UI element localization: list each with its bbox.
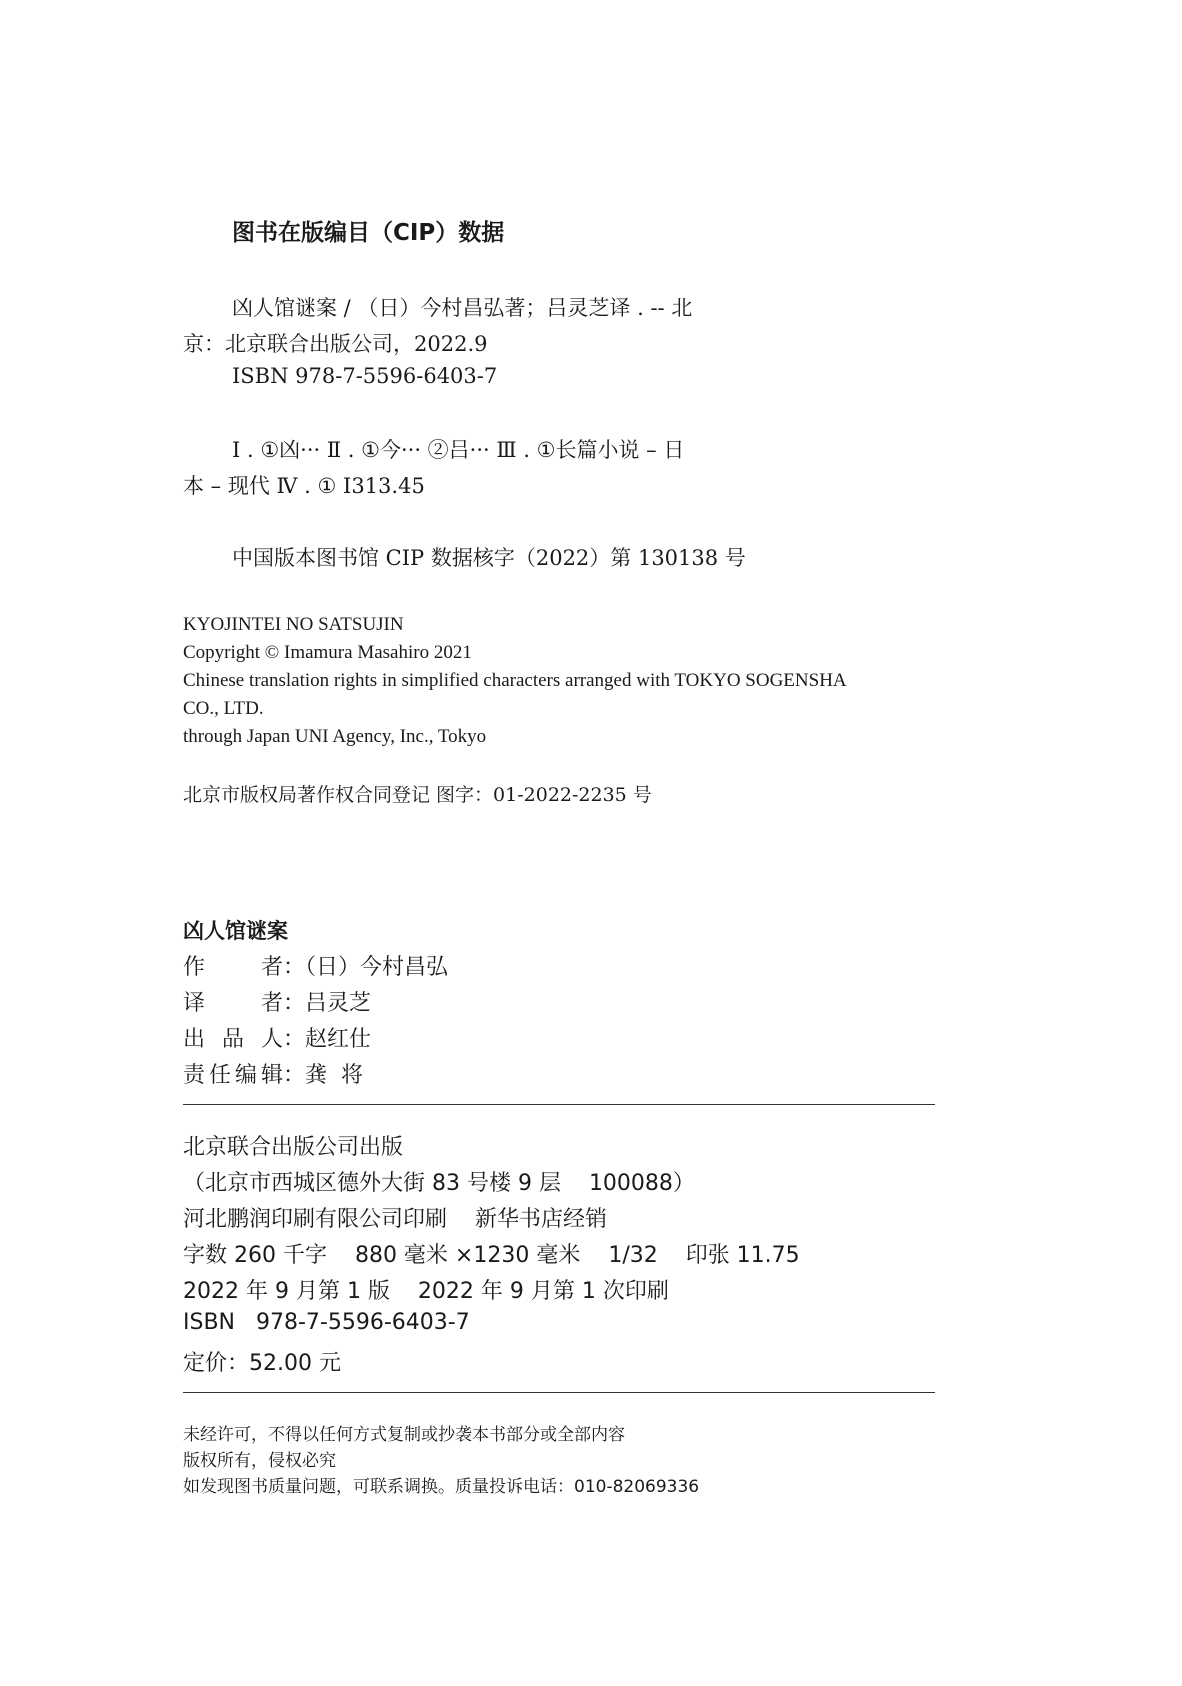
cip-record: 中国版本图书馆 CIP 数据核字（2022）第 130138 号 bbox=[232, 546, 746, 570]
cip-isbn: ISBN 978-7-5596-6403-7 bbox=[232, 364, 498, 388]
cip-classification-2: 本 – 现代 Ⅳ . ① I313.45 bbox=[183, 474, 425, 498]
credit-sep: ： bbox=[283, 1063, 306, 1088]
notice-quality: 如发现图书质量问题，可联系调换。质量投诉电话：010-82069336 bbox=[183, 1477, 700, 1497]
credit-label: 作者 bbox=[183, 955, 283, 980]
cip-line-2: 京：北京联合出版公司，2022.9 bbox=[183, 332, 488, 356]
publisher-address: （北京市西城区德外大街 83 号楼 9 层 100088） bbox=[183, 1171, 695, 1196]
credit-value: 吕灵芝 bbox=[305, 991, 372, 1016]
credit-value: （日）今村昌弘 bbox=[305, 955, 449, 980]
book-title: 凶人馆谜案 bbox=[183, 919, 288, 943]
publisher-line: 北京联合出版公司出版 bbox=[183, 1135, 404, 1160]
credit-label: 译者 bbox=[183, 991, 283, 1016]
notice-reproduction: 未经许可，不得以任何方式复制或抄袭本书部分或全部内容 bbox=[183, 1425, 625, 1445]
divider-top bbox=[183, 1104, 935, 1105]
credit-producer bbox=[183, 1022, 371, 1053]
translation-rights-2: CO., LTD. bbox=[183, 698, 264, 719]
isbn-line: ISBN 978-7-5596-6403-7 bbox=[183, 1310, 470, 1335]
cip-heading: 图书在版编目（CIP）数据 bbox=[232, 220, 505, 246]
edition-line: 2022 年 9 月第 1 版 2022 年 9 月第 1 次印刷 bbox=[183, 1279, 669, 1304]
credit-value: 赵红仕 bbox=[305, 1027, 372, 1052]
credit-author bbox=[183, 950, 448, 981]
original-title: KYOJINTEI NO SATSUJIN bbox=[183, 614, 404, 635]
contract-registration: 北京市版权局著作权合同登记 图字：01-2022-2235 号 bbox=[183, 784, 652, 806]
printing-line: 河北鹏润印刷有限公司印刷 新华书店经销 bbox=[183, 1207, 607, 1232]
specs-line: 字数 260 千字 880 毫米 ×1230 毫米 1/32 印张 11.75 bbox=[183, 1243, 800, 1268]
credit-label: 责任编辑 bbox=[183, 1063, 283, 1088]
credit-editor bbox=[183, 1058, 363, 1089]
copyright-line: Copyright © Imamura Masahiro 2021 bbox=[183, 642, 472, 663]
translation-rights-1: Chinese translation rights in simplified characters arranged with TOKYO SOGENSHA bbox=[183, 670, 847, 691]
divider-bottom bbox=[183, 1392, 935, 1393]
credit-sep: ： bbox=[283, 955, 306, 980]
agency-line: through Japan UNI Agency, Inc., Tokyo bbox=[183, 726, 487, 747]
cip-line-1: 凶人馆谜案 / （日）今村昌弘著；吕灵芝译 . -- 北 bbox=[232, 296, 693, 320]
credit-translator bbox=[183, 986, 371, 1017]
price-line: 定价：52.00 元 bbox=[183, 1351, 341, 1376]
cip-classification-1: Ⅰ . ①凶··· Ⅱ . ①今··· ②吕··· Ⅲ . ①长篇小说 – 日 bbox=[232, 438, 685, 462]
credit-sep: ： bbox=[283, 991, 306, 1016]
credit-sep: ： bbox=[283, 1027, 306, 1052]
notice-rights: 版权所有，侵权必究 bbox=[183, 1451, 336, 1471]
credit-value: 龚 将 bbox=[305, 1063, 364, 1088]
credit-label: 出品人 bbox=[183, 1027, 283, 1052]
